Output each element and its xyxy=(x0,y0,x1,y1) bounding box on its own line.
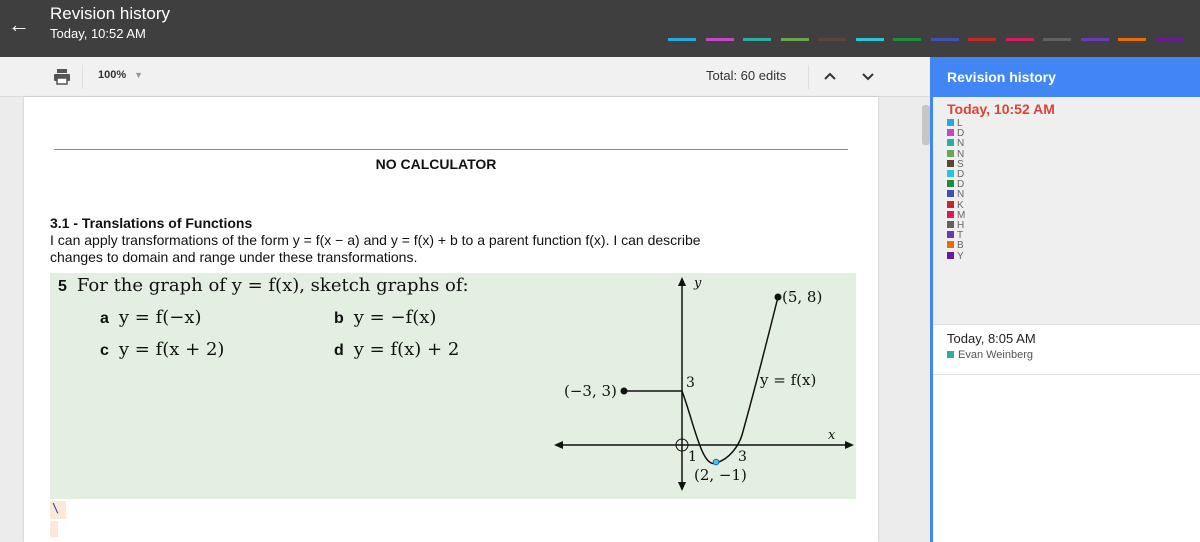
text-cursor-edit[interactable]: \ xyxy=(50,501,66,519)
editor-initial: N xyxy=(957,189,965,201)
problem-part-d: d y = f(x) + 2 xyxy=(334,339,460,360)
editor-color-swatch xyxy=(947,150,954,157)
editor-color-bar xyxy=(818,38,846,41)
editor-color-bar xyxy=(893,38,921,41)
curve-label: y = f(x) xyxy=(760,371,817,389)
chevron-down-icon: ▼ xyxy=(134,70,144,80)
horizontal-rule xyxy=(54,149,848,150)
function-graph xyxy=(534,273,854,499)
revision-item-selected[interactable] xyxy=(933,97,1200,325)
scrollbar-thumb[interactable] xyxy=(922,105,930,145)
editor-initial: N xyxy=(957,148,965,160)
vertex-label: (2, −1) xyxy=(694,466,747,484)
toolbar-divider xyxy=(82,65,83,89)
problem-intro: For the graph of y = f(x), sketch graphs of: xyxy=(76,275,469,296)
problem-number: 5 xyxy=(58,278,67,295)
editor-initial: T xyxy=(957,230,964,242)
editor-color-bar xyxy=(1118,38,1146,41)
editor-color-swatch xyxy=(947,119,954,126)
print-icon[interactable] xyxy=(52,68,72,86)
revision-time: Today, 8:05 AM xyxy=(947,331,1036,346)
document-area xyxy=(0,97,930,542)
section-title: 3.1 - Translations of Functions xyxy=(50,215,253,231)
editor-initial: D xyxy=(957,169,965,180)
editor-color-swatch xyxy=(947,201,954,208)
editor-initial: H xyxy=(957,220,965,231)
editor-color-bar xyxy=(968,38,996,41)
revision-item[interactable] xyxy=(933,325,1200,375)
y-axis-arrow xyxy=(678,277,686,286)
y-axis-arrow xyxy=(678,482,686,491)
editor-color-bar xyxy=(856,38,884,41)
vertex-point xyxy=(713,459,719,465)
header-subtitle: Today, 10:52 AM xyxy=(50,26,146,41)
editor-initial: M xyxy=(957,209,966,221)
editor-color-bar xyxy=(931,38,959,41)
zoom-select[interactable]: 100% ▼ xyxy=(98,69,144,81)
y-axis-label: y xyxy=(694,276,702,291)
problem-part-a: a y = f(−x) xyxy=(100,307,202,328)
panel-title: Revision history xyxy=(933,57,1200,97)
editor-color-swatch xyxy=(947,221,954,228)
editor-color-bar xyxy=(1006,38,1034,41)
top-header xyxy=(0,0,1200,57)
editor-color-bar xyxy=(668,38,696,41)
problem-part-c: c y = f(x + 2) xyxy=(100,339,225,360)
x-axis-arrow xyxy=(554,441,563,449)
problem-statement xyxy=(58,275,469,296)
revision-history-panel xyxy=(930,57,1200,542)
document-page xyxy=(24,97,878,542)
editor-color-swatch xyxy=(947,190,954,197)
editor-color-swatch xyxy=(947,170,954,177)
toolbar-divider xyxy=(808,65,809,89)
tick-3-y-label: 3 xyxy=(686,375,695,391)
editor-color-swatch xyxy=(947,211,954,218)
point-left xyxy=(621,388,628,395)
editor-color-bar xyxy=(743,38,771,41)
total-edits-label: Total: 60 edits xyxy=(706,68,787,83)
editor-color-swatch xyxy=(947,351,954,358)
editor-entry xyxy=(947,252,964,262)
editor-initial: D xyxy=(957,128,965,140)
section-body: I can apply transformations of the form y = f(x − a) and y = f(x) + b to a parent function f(x). I can describe changes to domain and range under these transformations. xyxy=(50,232,701,265)
editor-color-swatch xyxy=(947,129,954,136)
doc-toolbar xyxy=(0,57,930,97)
point-right xyxy=(775,294,782,301)
revision-editor: Evan Weinberg xyxy=(947,349,1033,361)
x-axis-label: x xyxy=(828,428,836,443)
editor-color-bar xyxy=(781,38,809,41)
editor-color-bar xyxy=(1043,38,1071,41)
header-title: Revision history xyxy=(50,4,170,23)
editor-initial: L xyxy=(957,118,963,129)
editor-initial: B xyxy=(957,240,964,252)
revision-time: Today, 10:52 AM xyxy=(947,101,1055,117)
editor-initial: Y xyxy=(957,250,964,262)
point-right-label: (5, 8) xyxy=(782,288,823,306)
tick-3-x-label: 3 xyxy=(738,449,747,465)
editor-color-swatch xyxy=(947,180,954,187)
previous-edit-chevron-up-icon[interactable] xyxy=(820,66,840,86)
editor-initial: S xyxy=(957,158,964,170)
editor-color-bar xyxy=(1081,38,1109,41)
editor-initial: K xyxy=(957,199,964,211)
editor-color-bar xyxy=(1156,38,1184,41)
editor-initial: N xyxy=(957,138,965,150)
point-left-label: (−3, 3) xyxy=(564,382,617,400)
editor-color-swatch xyxy=(947,252,954,259)
editor-color-swatch xyxy=(947,241,954,248)
tick-1-x-label: 1 xyxy=(688,449,697,465)
editor-color-swatch xyxy=(947,160,954,167)
back-arrow-icon[interactable]: ← xyxy=(8,12,30,37)
x-axis-arrow xyxy=(845,441,854,449)
next-edit-chevron-down-icon[interactable] xyxy=(858,66,878,86)
editor-initial: D xyxy=(957,179,965,191)
editor-color-swatch xyxy=(947,139,954,146)
problem-part-b: b y = −f(x) xyxy=(334,307,437,328)
editor-color-swatch xyxy=(947,231,954,238)
no-calculator-heading: NO CALCULATOR xyxy=(375,156,497,172)
editor-color-bar xyxy=(706,38,734,41)
edit-highlight xyxy=(50,521,58,537)
